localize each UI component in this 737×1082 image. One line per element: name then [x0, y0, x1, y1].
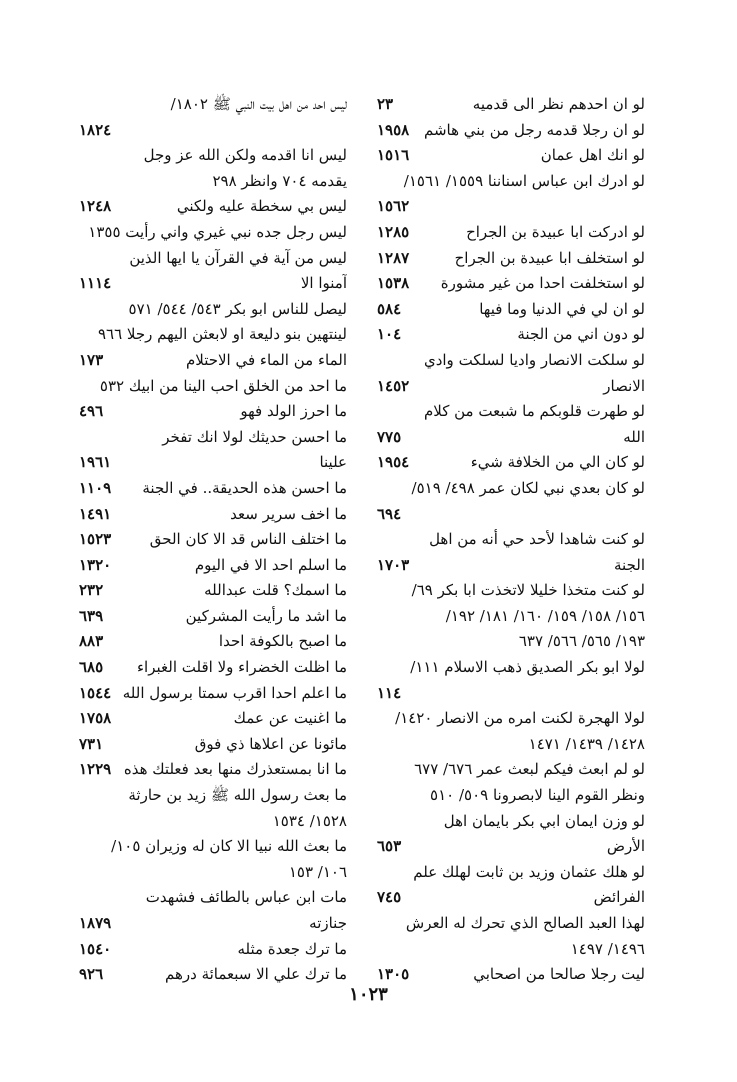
- index-entry-line: [375, 809, 645, 835]
- entry-text: لهذا العبد الصالح الذي تحرك له العرش: [405, 914, 645, 932]
- index-entry-line: [375, 757, 645, 783]
- index-entry-line: [375, 399, 645, 425]
- entry-text: الفرائض: [593, 888, 645, 907]
- index-entry-line: [77, 220, 347, 246]
- entry-number: ١٥٢٣: [79, 530, 112, 549]
- entry-text: ما ترك علي الا سبعمائة درهم: [164, 965, 347, 984]
- entry-text: لو ادركت ابا عبيدة بن الجراح: [466, 222, 645, 241]
- entry-text: لو كان الي من الخلافة شيء: [470, 453, 645, 472]
- entry-number: ١٢٨٧: [377, 248, 410, 267]
- entry-number: ٩٢٦: [79, 965, 104, 984]
- entry-text: الله: [623, 427, 645, 446]
- index-entry-line: [77, 297, 347, 323]
- entry-text: لو ان لي في الدنيا وما فيها: [479, 299, 645, 318]
- index-entry-line: [375, 374, 645, 400]
- entry-number: ٧٧٥: [377, 427, 402, 446]
- entry-text: مائونا عن اعلاها ذي فوق: [194, 734, 347, 753]
- right-column: [375, 92, 645, 988]
- entry-text: ١٩٣/ ٥٦٥/ ٥٦٦/ ٦٣٧: [518, 632, 645, 651]
- entry-number: ١٢٤٨: [79, 197, 112, 216]
- index-entry-line: [375, 194, 645, 220]
- entry-number: ١٣٠٥: [377, 965, 410, 984]
- entry-number: ١٧٥٨: [79, 709, 112, 728]
- entry-text: لو استخلفت احدا من غير مشورة: [440, 274, 645, 293]
- entry-number: ١٩٥٨: [377, 120, 410, 139]
- index-entry-line: [77, 911, 347, 937]
- entry-text: ليس من آية في القرآن يا ايها الذين: [129, 248, 347, 267]
- entry-number: ١٢٨٥: [377, 222, 410, 241]
- index-entry-line: [77, 757, 347, 783]
- entry-text: لو كان بعدي نبي لكان عمر ٤٩٨/ ٥١٩/: [411, 478, 645, 497]
- entry-number: ٢٣٢: [79, 581, 104, 600]
- entry-number: ٦٨٥: [79, 658, 104, 677]
- index-entry-line: [77, 399, 347, 425]
- index-entry-line: [375, 297, 645, 323]
- entry-text: الانصار: [603, 376, 645, 395]
- index-entry-line: [77, 604, 347, 630]
- entry-number: ٤٩٦: [79, 402, 104, 421]
- index-entry-line: [77, 450, 347, 476]
- entry-number: ١٥١٦: [377, 146, 410, 165]
- entry-text: ليس بي سخطة عليه ولكني: [176, 197, 347, 216]
- index-entry-line: [77, 885, 347, 911]
- index-entry-line: [375, 553, 645, 579]
- entry-text: ليت رجلا صالحا من اصحابي: [473, 965, 645, 984]
- entry-number: ١١٤: [377, 683, 402, 702]
- index-entry-line: [375, 169, 645, 195]
- index-entry-line: [375, 220, 645, 246]
- entry-text: ما بعث الله نبيا الا كان له وزيران ١٠٥/: [111, 837, 347, 856]
- index-entry-line: [77, 476, 347, 502]
- index-entry-line: [77, 834, 347, 860]
- entry-number: ١١١٤: [79, 274, 112, 293]
- index-entry-line: [375, 578, 645, 604]
- entry-number: ١٤٥٢: [377, 376, 410, 395]
- entry-text: لو دون اني من الجنة: [517, 325, 645, 344]
- index-entry-line: [77, 374, 347, 400]
- index-entry-line: [77, 322, 347, 348]
- index-entry-line: [375, 732, 645, 758]
- entry-text: مات ابن عباس بالطائف فشهدت: [145, 888, 347, 907]
- index-entry-line: [375, 911, 645, 937]
- entry-number: ١٩٥٤: [377, 453, 410, 472]
- entry-number: ١١٠٩: [79, 478, 112, 497]
- entry-text: ليس رجل جده نبي غيري واني رأيت ١٣٥٥: [88, 222, 347, 241]
- entry-text: آمنوا الا: [300, 274, 347, 293]
- entry-number: ٦٩٤: [377, 504, 402, 523]
- index-entry-line: [77, 118, 347, 144]
- entry-text: ما اسلم احد الا في اليوم: [194, 555, 347, 574]
- entry-text: ١٥٦/ ١٥٨/ ١٥٩/ ١٦٠/ ١٨١/ ١٩٢/: [445, 606, 645, 625]
- entry-text: علينا: [319, 453, 347, 472]
- index-entry-line: [77, 271, 347, 297]
- entry-number: ١٢٢٩: [79, 760, 112, 779]
- index-entry-line: [77, 809, 347, 835]
- left-column: [77, 92, 347, 988]
- entry-text: ما اصبح بالكوفة احدا: [218, 632, 347, 651]
- index-entry-line: [375, 476, 645, 502]
- index-entry-line: [375, 450, 645, 476]
- index-entry-line: [375, 629, 645, 655]
- entry-number: ٦٣٩: [79, 606, 104, 625]
- entry-text: ما احسن هذه الحديقة.. في الجنة: [142, 478, 347, 497]
- index-entry-line: [375, 885, 645, 911]
- index-entry-line: [375, 655, 645, 681]
- entry-number: ١٥٤٠: [79, 939, 112, 958]
- entry-text: لينتهين بنو دليعة او لابعثن اليهم رجلا ٩٦٦: [97, 325, 347, 344]
- index-entry-line: [77, 502, 347, 528]
- entry-number: ١٤٩١: [79, 504, 112, 523]
- index-entry-line: [375, 834, 645, 860]
- index-entry-line: [77, 578, 347, 604]
- entry-text: لو سلكت الانصار واديا لسلكت وادي: [423, 350, 645, 369]
- entry-number: ١٠٤: [377, 325, 402, 344]
- index-entry-line: [375, 143, 645, 169]
- entry-text: الماء من الماء في الاحتلام: [185, 350, 347, 369]
- index-entry-line: [77, 783, 347, 809]
- entry-text: لولا الهجرة لكنت امره من الانصار ١٤٢٠/: [395, 709, 645, 728]
- index-entry-line: [375, 118, 645, 144]
- entry-text: لو ان احدهم نظر الى قدميه: [472, 95, 645, 113]
- entry-text: ما اظلت الخضراء ولا اقلت الغبراء: [137, 658, 347, 677]
- entry-text: جنازته: [309, 914, 347, 932]
- entry-number: ٦٥٣: [377, 837, 402, 856]
- index-entry-line: [375, 322, 645, 348]
- entry-text: ما اغنيت عن عمك: [233, 709, 347, 728]
- index-entry-line: [77, 143, 347, 169]
- index-entry-line: [375, 502, 645, 528]
- entry-text: لو انك اهل عمان: [540, 146, 645, 165]
- entry-text: لو استخلف ابا عبيدة بن الجراح: [454, 248, 645, 267]
- index-entry-line: [77, 527, 347, 553]
- entry-text: ونظر القوم الينا لابصرونا ٥٠٩/ ٥١٠: [430, 786, 645, 805]
- entry-text: لو طهرت قلوبكم ما شبعت من كلام: [423, 402, 645, 421]
- entry-number: ١٥٣٨: [377, 274, 410, 293]
- entry-text: لولا ابو بكر الصديق ذهب الاسلام ١١١/: [410, 658, 645, 677]
- entry-text: لو ان رجلا قدمه رجل من بني هاشم: [423, 120, 645, 139]
- index-entry-line: [77, 655, 347, 681]
- entry-text: لو لم ابعث فيكم لبعث عمر ٦٧٦/ ٦٧٧: [414, 760, 645, 779]
- index-entry-line: [375, 706, 645, 732]
- entry-text: لو كنت شاهدا لأحد حي أنه من اهل: [429, 530, 645, 549]
- entry-number: ٢٣: [377, 95, 394, 113]
- index-entry-line: [77, 194, 347, 220]
- index-entry-line: [375, 937, 645, 963]
- entry-text: ما احسن حديثك لولا انك تفخر: [162, 427, 347, 446]
- entry-text: ليصل للناس ابو بكر ٥٤٣/ ٥٤٤/ ٥٧١: [128, 299, 347, 318]
- entry-text: ليس انا اقدمه ولكن الله عز وجل: [143, 146, 347, 165]
- entry-text: ما احد من الخلق احب الينا من ابيك ٥٣٢: [99, 376, 347, 395]
- entry-text: ما اشد ما رأيت المشركين: [185, 606, 347, 625]
- index-entry-line: [375, 348, 645, 374]
- entry-text: ما بعث رسول الله ﷺ زيد بن حارثة: [128, 786, 347, 805]
- entry-text: لو هلك عثمان وزيد بن ثابت لهلك علم: [413, 862, 645, 881]
- entry-text: ١٤٩٦/ ١٤٩٧: [570, 939, 645, 958]
- entry-number: ١٨٧٩: [79, 914, 112, 932]
- index-entry-line: [375, 681, 645, 707]
- entry-text: ما اسمك؟ قلت عبدالله: [204, 581, 347, 600]
- entry-number: ١٣٢٠: [79, 555, 112, 574]
- entry-text: ما اعلم احدا اقرب سمتا برسول الله: [122, 683, 347, 702]
- index-entry-line: [375, 425, 645, 451]
- index-entry-line: [77, 348, 347, 374]
- entry-text: ١٥٢٨/ ١٥٣٤: [272, 811, 347, 830]
- index-entry-line: [375, 92, 645, 118]
- entry-number: ١٩٦١: [79, 453, 112, 472]
- entry-number: ١٥٦٢: [377, 197, 410, 216]
- index-entry-line: [77, 681, 347, 707]
- index-entry-line: [77, 629, 347, 655]
- index-entry-line: [375, 527, 645, 553]
- entry-number: ١٧٠٣: [377, 555, 410, 574]
- entry-text: ما انا بمستعذرك منها بعد فعلتك هذه: [123, 760, 347, 779]
- entry-number: ٧٣١: [79, 734, 104, 753]
- entry-text: يقدمه ٧٠٤ وانظر ٢٩٨: [212, 171, 347, 190]
- entry-number: ٥٨٤: [377, 299, 402, 318]
- entry-text: لو ادرك ابن عباس اسناننا ١٥٥٩/ ١٥٦١/: [403, 171, 645, 190]
- entry-number: ١٧٣: [79, 350, 104, 369]
- index-entry-line: [375, 860, 645, 886]
- index-entry-line: [77, 92, 347, 118]
- index-entry-line: [375, 246, 645, 272]
- entry-number: ٧٤٥: [377, 888, 402, 907]
- entry-text: ١٤٢٨/ ١٤٣٩/ ١٤٧١: [528, 734, 645, 753]
- index-entry-line: [77, 169, 347, 195]
- index-entry-line: [77, 937, 347, 963]
- index-entry-line: [77, 425, 347, 451]
- index-entry-line: [375, 604, 645, 630]
- entry-number: ٨٨٣: [79, 632, 104, 651]
- index-entry-line: [77, 860, 347, 886]
- entry-text: لو كنت متخذا خليلا لاتخذت ابا بكر ٦٩/: [411, 581, 645, 600]
- entry-text: لو وزن ايمان ابي بكر بايمان اهل: [443, 811, 645, 830]
- entry-text: الجنة: [614, 555, 645, 574]
- entry-text: ما ترك جعدة مثله: [237, 939, 347, 958]
- entry-number: ١٨٢٤: [79, 120, 112, 139]
- entry-text: ليس احد من اهل بيت النبي ﷺ ١٨٠٢/: [170, 95, 347, 113]
- entry-text: ما اخف سرير سعد: [230, 504, 347, 523]
- index-entry-line: [375, 783, 645, 809]
- index-entry-line: [77, 732, 347, 758]
- index-entry-line: [77, 706, 347, 732]
- page-number: ١٠٢٣: [349, 984, 388, 1005]
- entry-text: الأرض: [606, 837, 645, 856]
- index-entry-line: [77, 553, 347, 579]
- entry-text: ما اختلف الناس قد الا كان الحق: [149, 530, 347, 549]
- index-entry-line: [77, 246, 347, 272]
- entry-text: ١٠٦/ ١٥٣: [288, 862, 347, 881]
- index-entry-line: [375, 271, 645, 297]
- entry-text: ما احرز الولد فهو: [240, 402, 347, 421]
- entry-number: ١٥٤٤: [79, 683, 112, 702]
